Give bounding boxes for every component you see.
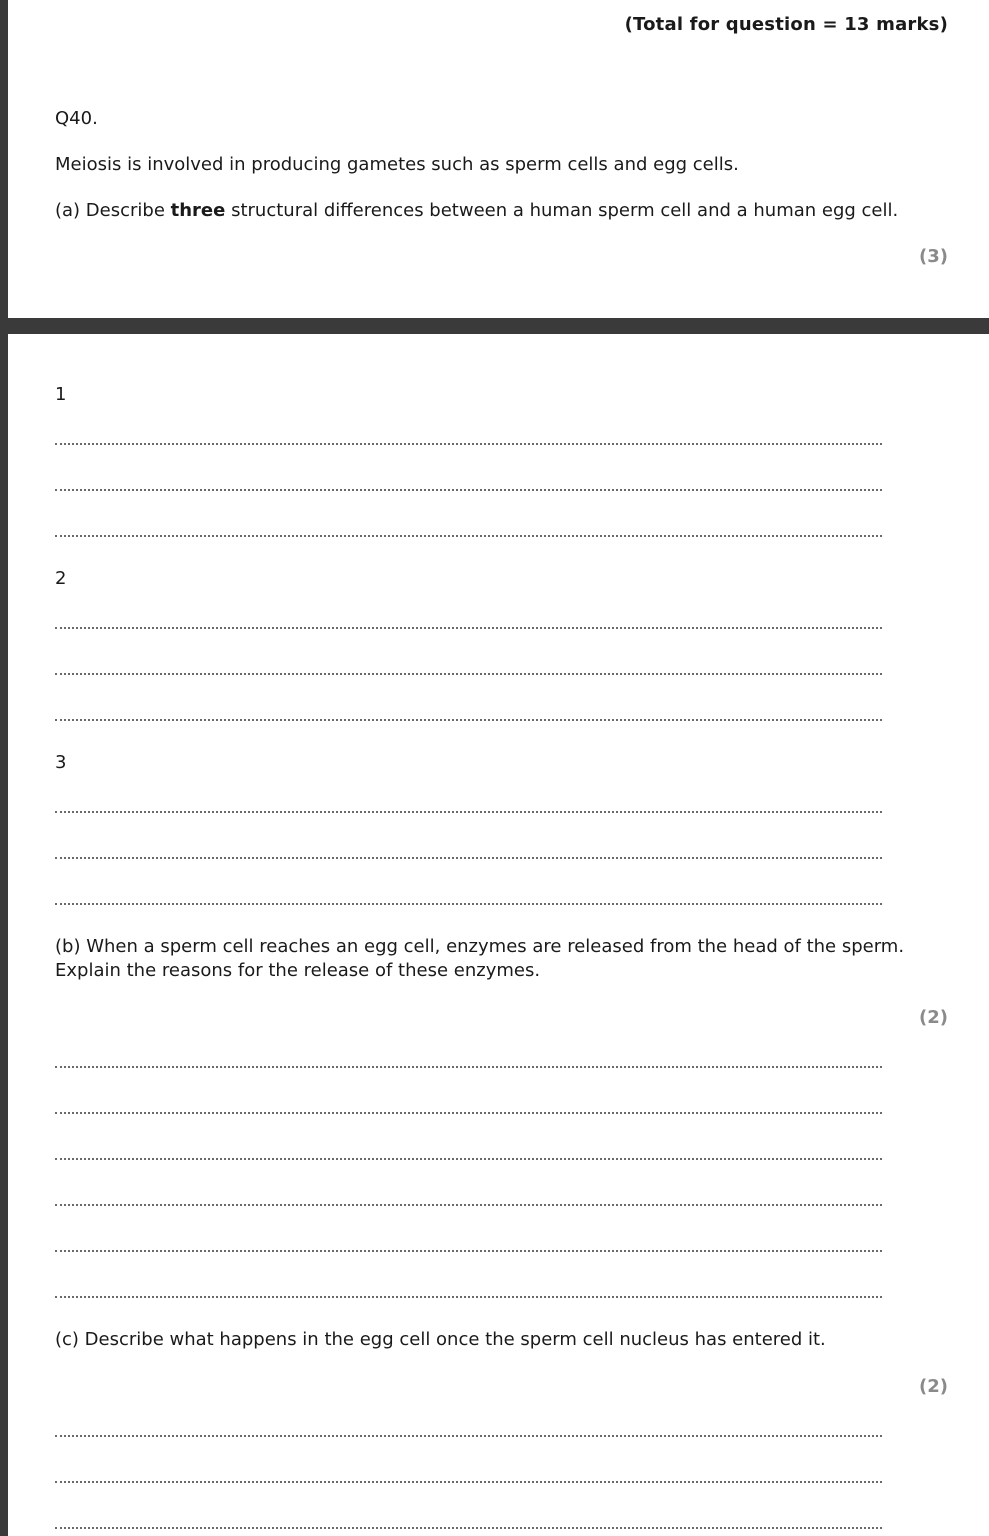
answer-line[interactable] [55, 443, 882, 445]
answer-line[interactable] [55, 857, 882, 859]
part-a-prompt [55, 200, 898, 221]
answer-label-1: 1 [55, 384, 67, 405]
answer-line[interactable] [55, 1435, 882, 1437]
answer-line[interactable] [55, 1527, 882, 1529]
part-c-prompt: (c) Describe what happens in the egg cell once the sperm cell nucleus has entered it. [55, 1329, 826, 1350]
answer-line[interactable] [55, 1204, 882, 1206]
question-number: Q40. [55, 108, 98, 129]
answer-line[interactable] [55, 1112, 882, 1114]
part-b-marks: (2) [919, 1007, 948, 1028]
answer-line[interactable] [55, 719, 882, 721]
part-b-prompt-line2: Explain the reasons for the release of these enzymes. [55, 960, 541, 981]
answer-line[interactable] [55, 1481, 882, 1483]
answer-label-3: 3 [55, 752, 67, 773]
part-a-marks: (3) [919, 246, 948, 267]
answer-line[interactable] [55, 489, 882, 491]
answer-line[interactable] [55, 1066, 882, 1068]
answer-line[interactable] [55, 673, 882, 675]
answer-line[interactable] [55, 1250, 882, 1252]
part-b-prompt-line1: (b) When a sperm cell reaches an egg cell, enzymes are released from the head of the sperm. [55, 936, 905, 957]
answer-line[interactable] [55, 627, 882, 629]
part-a-prefix: (a) Describe [55, 200, 171, 221]
answer-line[interactable] [55, 903, 882, 905]
answer-line[interactable] [55, 1296, 882, 1298]
answer-line[interactable] [55, 811, 882, 813]
answer-line[interactable] [55, 1158, 882, 1160]
page-separator [0, 318, 989, 334]
part-a-emphasis: three [170, 200, 226, 221]
answer-label-2: 2 [55, 568, 67, 589]
part-a-suffix: structural differences between a human sperm cell and a human egg cell. [225, 200, 899, 221]
question-intro: Meiosis is involved in producing gametes such as sperm cells and egg cells. [55, 154, 739, 175]
answer-line[interactable] [55, 535, 882, 537]
total-marks: (Total for question = 13 marks) [624, 14, 948, 35]
left-border [0, 0, 8, 1536]
part-c-marks: (2) [919, 1376, 948, 1397]
